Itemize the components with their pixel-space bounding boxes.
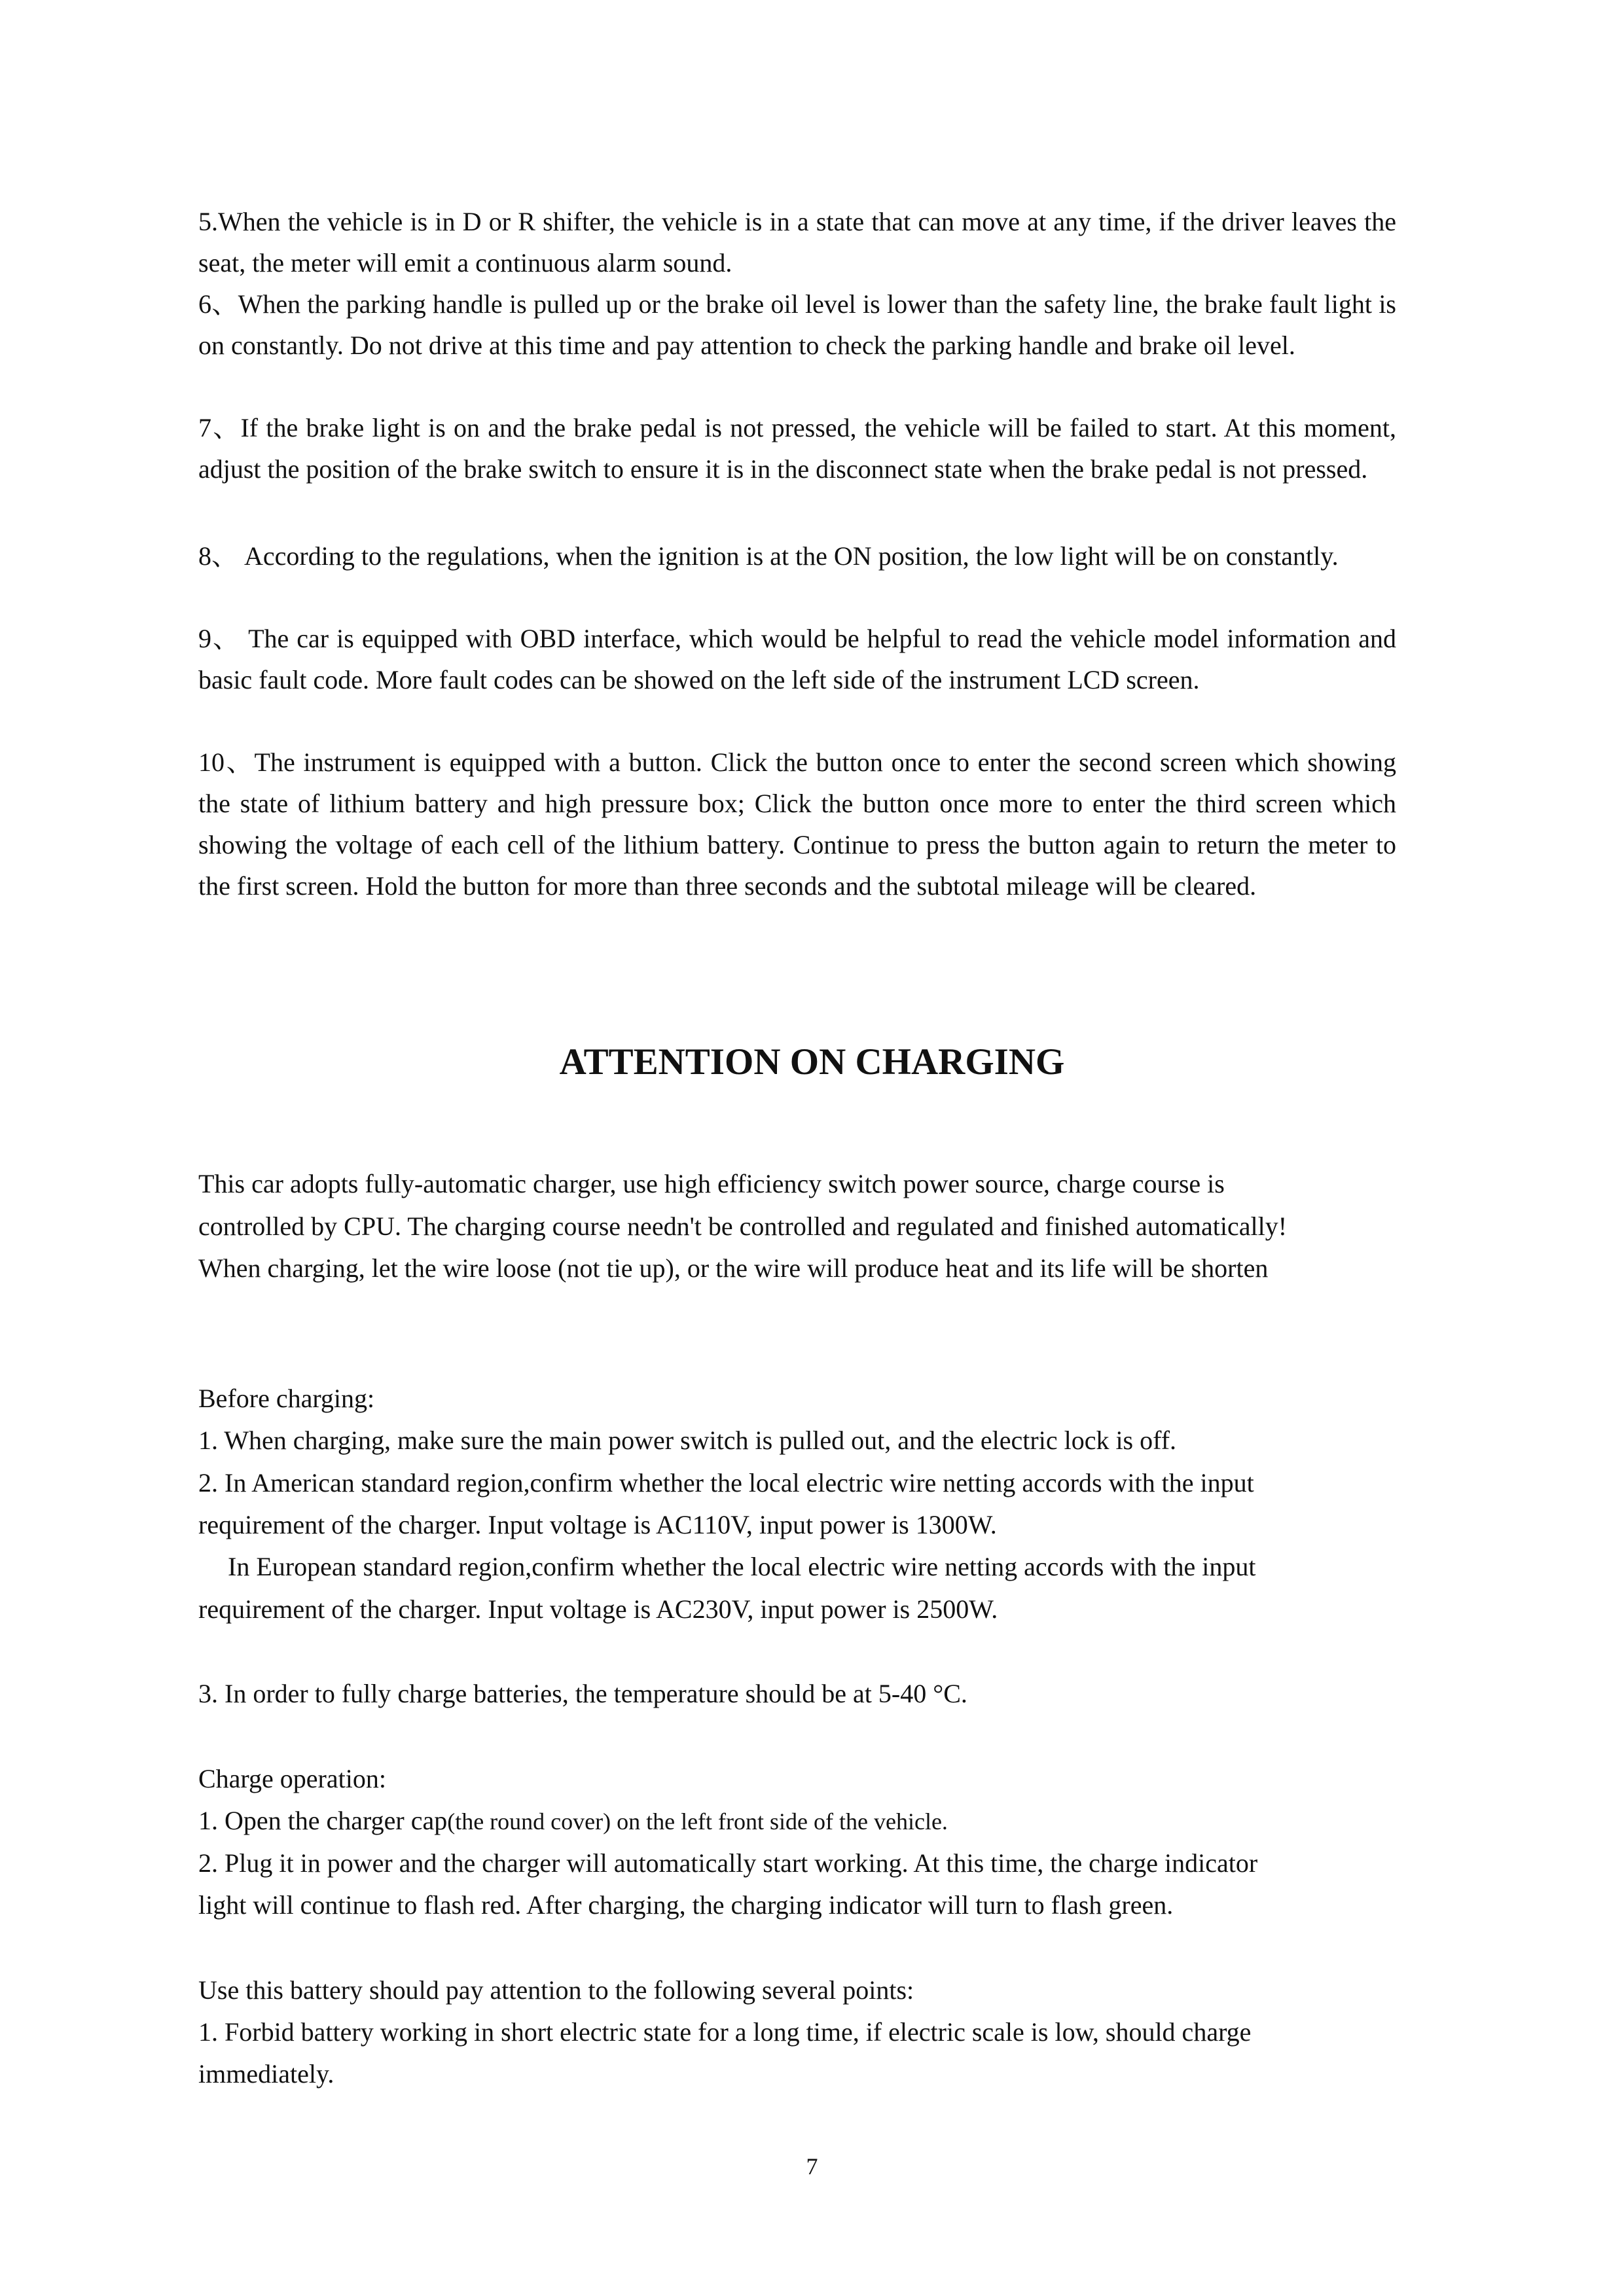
charge-operation-item-2-line-2: light will continue to flash red. After charging, the charging indicator will turn to flash green.	[198, 1890, 1174, 1920]
before-charging-item-2-line-3: In European standard region,confirm whether the local electric wire netting accords with the input	[228, 1552, 1256, 1581]
list-item-8: 8、 According to the regulations, when the ignition is at the ON position, the low light will be on constantly.	[198, 541, 1339, 571]
before-charging-item-2-line-2: requirement of the charger. Input voltage is AC110V, input power is 1300W.	[198, 1510, 997, 1539]
before-charging-item-3: 3. In order to fully charge batteries, the temperature should be at 5-40 °C.	[198, 1679, 967, 1708]
charge-operation-item-1	[198, 1800, 1396, 1842]
list-item-10: 10、The instrument is equipped with a button. Click the button once to enter the second screen which showing the state of lithium battery and high pressure box; Click the button once more to enter the third screen which showing the voltage of each cell of the lithium battery. Continue to press the button again to return the meter to the first screen. Hold the button for more than three seconds and the subtotal mileage will be cleared.	[198, 747, 1396, 901]
list-item-5: 5.When the vehicle is in D or R shifter, the vehicle is in a state that can move at any time, if the driver leaves the seat, the meter will emit a continuous alarm sound.	[198, 207, 1396, 278]
section-heading: ATTENTION ON CHARGING	[559, 1041, 1065, 1083]
battery-points-item-1-line-2: immediately.	[198, 2059, 334, 2089]
intro-line-3: When charging, let the wire loose (not tie up), or the wire will produce heat and its life will be shorten	[198, 1253, 1269, 1283]
charge-operation-item-1-rest: (the round cover) on the left front side of the vehicle.	[447, 1808, 948, 1835]
battery-points-item-1-line-1: 1. Forbid battery working in short electric state for a long time, if electric scale is low, should charge	[198, 2017, 1252, 2047]
before-charging-item-1: 1. When charging, make sure the main power switch is pulled out, and the electric lock is off.	[198, 1426, 1177, 1455]
before-charging-item-2-line-4: requirement of the charger. Input voltage is AC230V, input power is 2500W.	[198, 1594, 998, 1624]
intro-line-1: This car adopts fully-automatic charger, use high efficiency switch power source, charge course is	[198, 1169, 1225, 1198]
charge-operation-item-2-line-1: 2. Plug it in power and the charger will automatically start working. At this time, the charge indicator	[198, 1848, 1258, 1878]
list-item-6: 6、When the parking handle is pulled up or the brake oil level is lower than the safety line, the brake fault light is on constantly. Do not drive at this time and pay attention to check the parking handle and brake oil level.	[198, 289, 1396, 360]
before-charging-item-2-line-1: 2. In American standard region,confirm whether the local electric wire netting accords with the input	[198, 1468, 1254, 1498]
list-item-7: 7、If the brake light is on and the brake pedal is not pressed, the vehicle will be failed to start. At this moment, adjust the position of the brake switch to ensure it is in the disconnect state when the brake pedal is not pressed.	[198, 413, 1396, 484]
charge-operation-title: Charge operation:	[198, 1764, 386, 1793]
intro-line-2: controlled by CPU. The charging course needn't be controlled and regulated and finished automatically!	[198, 1211, 1288, 1241]
list-item-9: 9、 The car is equipped with OBD interface, which would be helpful to read the vehicle model information and basic fault code. More fault codes can be showed on the left side of the instrument LCD screen.	[198, 624, 1396, 694]
page-number: 7	[806, 2153, 818, 2179]
charge-operation-item-1-prefix: 1. Open the charger cap	[198, 1806, 448, 1835]
before-charging-title: Before charging:	[198, 1384, 375, 1413]
battery-points-title: Use this battery should pay attention to the following several points:	[198, 1975, 914, 2005]
